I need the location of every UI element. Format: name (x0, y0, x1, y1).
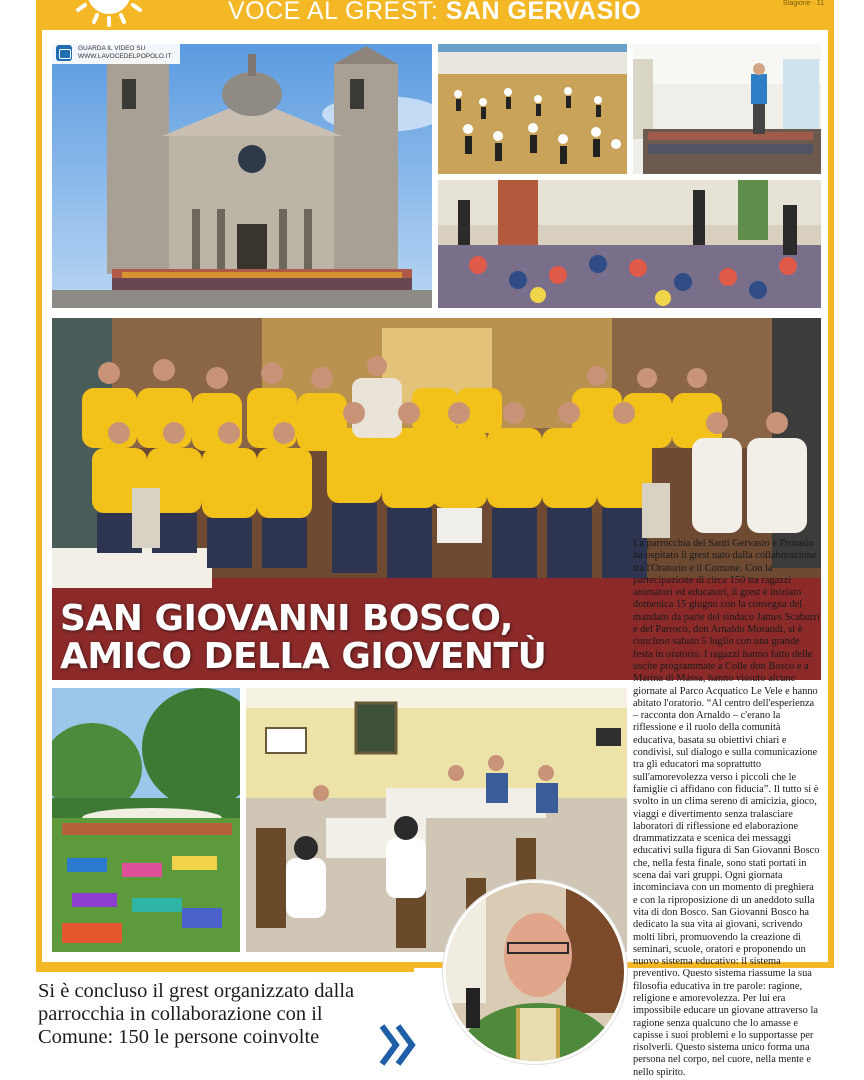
headline-line2: AMICO DELLA GIOVENTÙ (60, 636, 547, 677)
gym-dance-photo (438, 44, 627, 174)
article-headline (60, 600, 546, 676)
aquatic-park-photo (52, 688, 240, 952)
kids-gathering-photo (438, 180, 821, 308)
basilica-photo (52, 44, 432, 308)
headline-line1: SAN GIOVANNI BOSCO, (60, 598, 513, 639)
video-badge-line2: WWW.LAVOCEDELPOPOLO.IT (78, 53, 172, 60)
double-chevron-right-icon (378, 1022, 418, 1068)
page-reference: Stagione · 11 (782, 0, 824, 7)
article-body: La parrocchia dei Santi Gervasio e Protasio ha ospitato il grest nato dalla collaborazione tra l'Oratorio e il Comune. Con la partecipazione di circa 150 tra ragazzi animatori ed educatori, il grest è iniziato domenica 15 giugno con la consegna del mandato da parte del sindaco James Scaburri e del Parroco, don Arnaldo Morandi, si è concluso sabato 5 luglio con una grande festa in oratorio. I ragazzi hanno fatto delle uscite programmate a Colle don Bosco e a Marina di Massa, hanno vissuto alcune giornate al Parco Acquatico Le Vele e hanno abitato l'oratorio. “Al centro dell'esperienza – racconta don Arnaldo – c'erano la riflessione e il ruolo della comunità educativa, basata su obiettivi chiari e condivisi, sul dialogo e sulla comunicazione tra gli educatori ma soprattutto sull'amorevolezza verso i piccoli che le famiglie ci affidano con fiducia”. Il tutto si è svolto in un clima sereno di amicizia, gioco, viaggi e divertimento senza tralasciare laboratori di riflessione ed elaborazione drammatizzata e scenica dei messaggi educativi sulla figura di San Giovanni Bosco che, nella festa finale, sono stati portati in scena dai vari gruppi. Ogni giornata incominciava con un momento di preghiera e con la riproposizione di un aneddoto sulla vita di don Bosco. San Giovanni Bosco ha dedicato la sua vita ai giovani, scrivendo molti libri, promuovendo la creazione di seminari, scuole, oratori e proponendo un nuovo sistema educativo: il sistema preventivo. Questo sistema riassume la sua filosofia educativa in tre parole: ragione, religione e amorevolezza. Per lui era impossibile educare un giovane attraverso la ragione senza qualcuno che lo amasse e capisse i suoi problemi e lo supportasse per risolverli. Questo sistema unico forma una persona nel corpo, nel cuore, nella mente e nello spirito. (633, 538, 820, 1078)
bottom-rule (36, 966, 414, 972)
hall-photo (633, 44, 821, 174)
section-place: SAN GERVASIO (445, 0, 642, 25)
priest-portrait-photo (443, 880, 627, 1064)
video-badge[interactable] (52, 42, 180, 64)
article-subheadline: Si è concluso il grest organizzato dalla parrocchia in collaborazione con il Comune: 150 le persone coinvolte (38, 980, 355, 1048)
section-label: VOCE AL GREST: (228, 0, 439, 25)
video-icon (56, 45, 72, 61)
video-badge-line1: GUARDA IL VIDEO SU (78, 45, 146, 52)
